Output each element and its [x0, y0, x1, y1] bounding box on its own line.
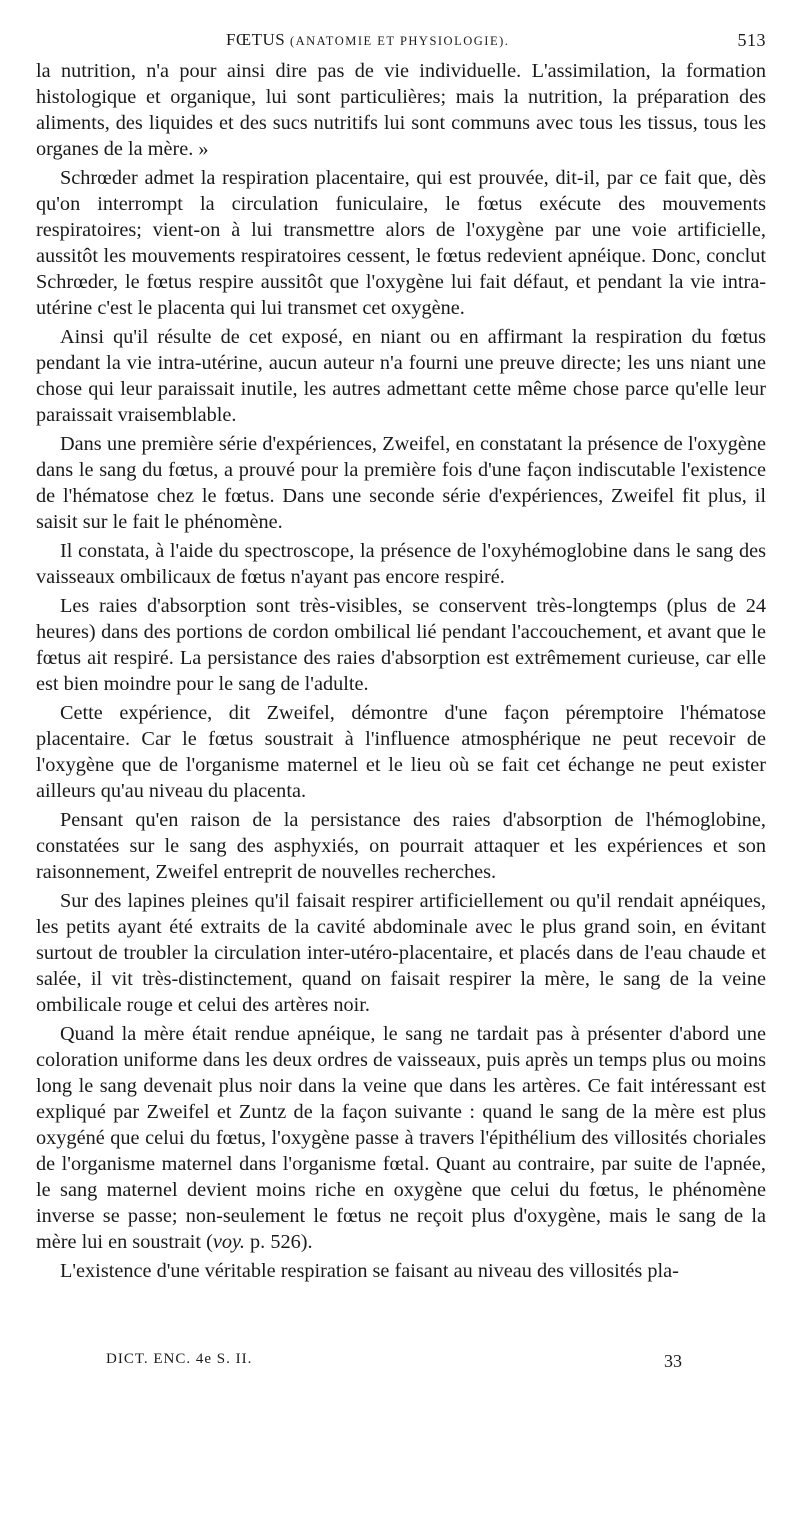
- paragraph-citation-tail: p. 526).: [244, 1231, 313, 1253]
- paragraph: Cette expérience, dit Zweifel, démontre d'une façon péremptoire l'hématose placentaire. Car le fœtus soustrait à l'influence atmosphérique ne peut recevoir de l'oxygène que de l'organisme maternel et le lieu où se fait cet échange ne peut exister ailleurs qu'au niveau du placenta.: [36, 702, 766, 802]
- paragraph: Pensant qu'en raison de la persistance des raies d'absorption de l'hémoglobine, constatées sur le sang des asphyxiés, on pourrait attaquer et les expériences et son raisonnement, Zweifel entreprit de nouvelles recherches.: [36, 809, 766, 883]
- body-text: [36, 58, 766, 1284]
- paragraph: L'existence d'une véritable respiration se faisant au niveau des villosités pla-: [60, 1260, 679, 1282]
- running-title-subtitle: (ANATOMIE ET PHYSIOLOGIE).: [289, 34, 510, 48]
- paragraph-citation: voy.: [212, 1231, 245, 1253]
- page-number: 513: [737, 30, 766, 50]
- page: [36, 30, 766, 1284]
- paragraph: Sur des lapines pleines qu'il faisait respirer artificiellement ou qu'il rendait apnéiques, les petits ayant été extraits de la cavité abdominale avec le plus grand soin, en évitant surtout de troubler la circulation inter-utéro-placentaire, et placés dans de l'eau chaude et salée, il vit très-distinctement, quand on faisait respirer la mère, le sang de la veine ombilicale rouge et celui des artères noir.: [36, 890, 766, 1016]
- paragraph: Les raies d'absorption sont très-visibles, se conservent très-longtemps (plus de 24 heures) dans des portions de cordon ombilical lié pendant l'accouchement, et avant que le fœtus ait respiré. La persistance des raies d'absorption est extrêmement curieuse, car elle est bien moindre pour le sang de l'adulte.: [36, 595, 766, 695]
- paragraph-text: Quand la mère était rendue apnéique, le sang ne tardait pas à présenter d'abord une coloration uniforme dans les deux ordres de vaisseaux, puis après un temps plus ou moins long le sang devenait plus noir dans la veine que dans les artères. Ce fait intéressant est expliqué par Zweifel et Zuntz de la façon suivante : quand le sang de la mère est plus oxygéné que celui du fœtus, l'oxygène passe à travers l'épithélium des villosités choriales de l'organisme maternel dans l'organisme fœtal. Quant au contraire, par suite de l'apnée, le sang maternel devient moins riche en oxygène que celui du fœtus, le phénomène inverse se passe; non-seulement le fœtus ne reçoit plus d'oxygène, mais le sang de la mère lui en soustrait (: [36, 1023, 766, 1253]
- paragraph: Schrœder admet la respiration placentaire, qui est prouvée, dit-il, par ce fait que, dès qu'on interrompt la circulation funiculaire, le fœtus exécute des mouvements respiratoires; vient-on à lui transmettre alors de l'oxygène par une voie artificielle, aussitôt les mouvements respiratoires cessent, le fœtus redevient apnéique. Donc, conclut Schrœder, le fœtus respire aussitôt que l'oxygène lui fait défaut, et pendant la vie intra-utérine c'est le placenta qui lui transmet cet oxygène.: [36, 167, 766, 319]
- paragraph: [36, 1021, 766, 1255]
- paragraph: Ainsi qu'il résulte de cet exposé, en niant ou en affirmant la respiration du fœtus pendant la vie intra-utérine, aucun auteur n'a fourni une preuve directe; les uns niant une chose qui leur paraissait inutile, les autres admettant cette même chose parce qu'elle leur paraissait vraisemblable.: [36, 326, 766, 426]
- running-title: [226, 30, 509, 50]
- paragraph: Il constata, à l'aide du spectroscope, la présence de l'oxyhémoglobine dans le sang des vaisseaux ombilicaux de fœtus n'ayant pas encore respiré.: [36, 540, 766, 588]
- signature-mark: DICT. ENC. 4e S. II.: [106, 1351, 253, 1367]
- paragraph: la nutrition, n'a pour ainsi dire pas de vie individuelle. L'assimilation, la formation histologique et organique, lui sont particulières; mais la nutrition, la préparation des aliments, des liquides et des sucs nutritifs lui sont communs avec tous les tissus, tous les organes de la mère. »: [36, 60, 766, 160]
- running-title-main: FŒTUS: [226, 30, 286, 49]
- sheet-number: 33: [664, 1351, 682, 1371]
- paragraph: Dans une première série d'expériences, Zweifel, en constatant la présence de l'oxygène dans le sang du fœtus, a prouvé pour la première fois d'une façon indiscutable l'existence de l'hématose chez le fœtus. Dans une seconde série d'expériences, Zweifel fit plus, il saisit sur le fait le phénomène.: [36, 433, 766, 533]
- page-footer: [36, 1351, 766, 1375]
- running-head: [36, 30, 766, 58]
